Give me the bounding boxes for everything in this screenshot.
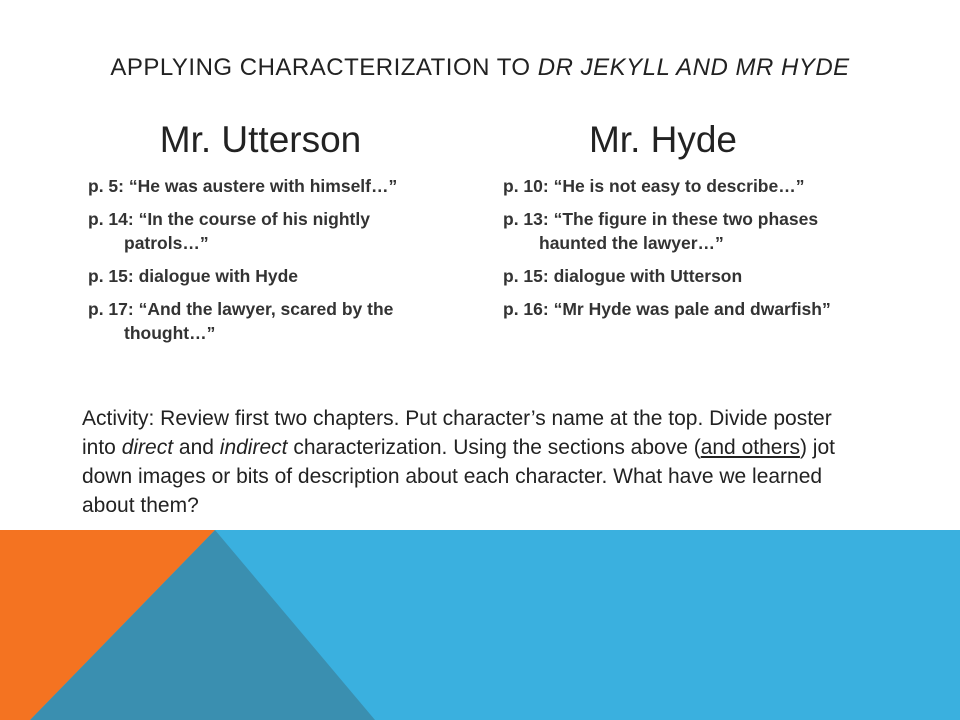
- activity-and-others: and others: [700, 436, 800, 459]
- list-item: p. 10: “He is not easy to describe…”: [503, 176, 805, 196]
- title-italic: DR JEKYLL AND MR HYDE: [537, 54, 850, 81]
- slide-title: [0, 54, 960, 82]
- decorative-footer-band: [0, 530, 960, 720]
- list-item: p. 16: “Mr Hyde was pale and dwarfish”: [503, 299, 831, 319]
- title-prefix: APPLYING CHARACTERIZATION TO: [110, 54, 538, 81]
- activity-indirect: indirect: [219, 436, 288, 459]
- list-item: p. 14: “In the course of his nightly patrols…”: [88, 209, 370, 253]
- utterson-heading: Mr. Utterson: [159, 119, 362, 160]
- hyde-column: [503, 118, 863, 330]
- hyde-heading: Mr. Hyde: [588, 119, 738, 160]
- list-item: p. 5: “He was austere with himself…”: [88, 176, 398, 196]
- activity-part: characterization. Using the sections above (: [287, 436, 701, 459]
- list-item: p. 13: “The figure in these two phases haunted the lawyer…”: [503, 209, 819, 253]
- activity-part: Activity: Review first two chapters. Put character’s name at the top. Divide poster into: [82, 407, 832, 459]
- list-item: p. 15: dialogue with Utterson: [503, 266, 743, 286]
- utterson-column: [88, 118, 448, 354]
- activity-direct: direct: [121, 436, 174, 459]
- activity-part: ) jot down images or bits of description about each character. What have we learned about them?: [82, 436, 835, 517]
- activity-part: and: [173, 436, 220, 459]
- activity-text: [82, 404, 862, 520]
- list-item: p. 17: “And the lawyer, scared by the thought…”: [88, 299, 394, 343]
- list-item: p. 15: dialogue with Hyde: [88, 266, 299, 286]
